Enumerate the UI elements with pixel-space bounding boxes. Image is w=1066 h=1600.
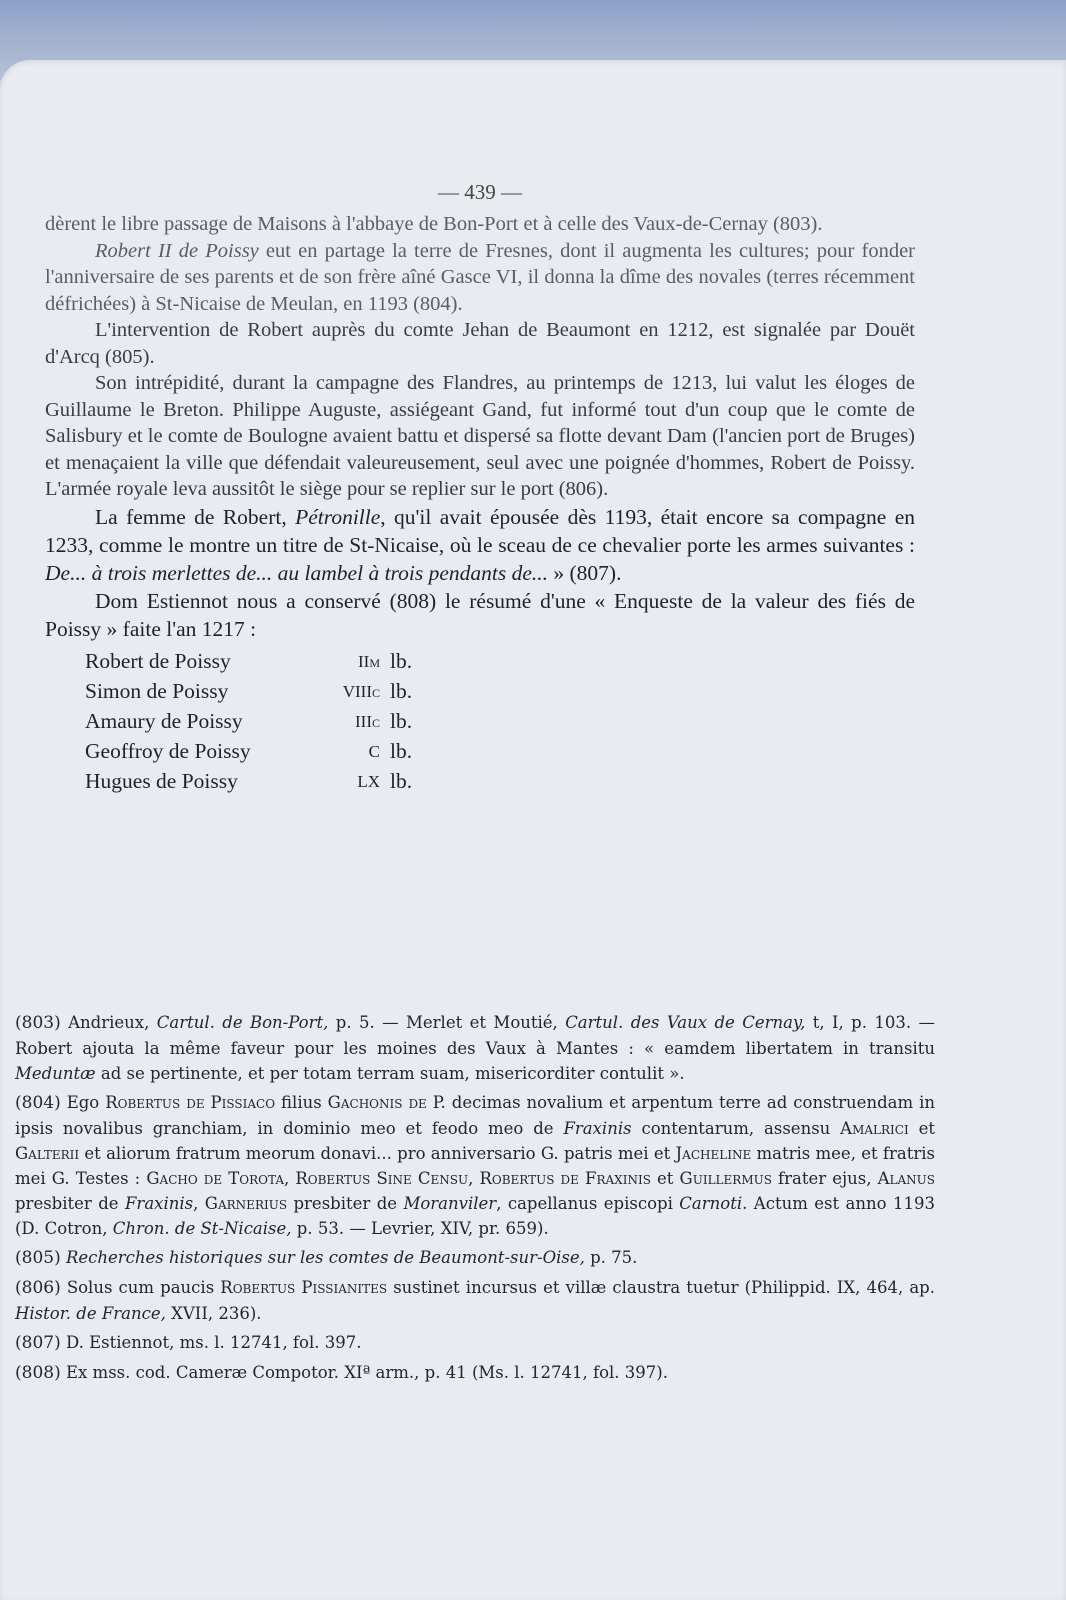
fief-holder: Geoffroy de Poissy: [85, 739, 251, 763]
footnote-804: (804) Ego Robertus de Pissiaco filius Gachonis de P. decimas novalium et arpentum terre ad construendam in ipsis novalibus granchiam, in dominio meo et feodo meo de Fraxinis contentarum, assensu Amalrici et Galterii et aliorum fratrum meorum donavi... pro anniversario G. patris mei et Jacheline matris mee, et fratris mei G. Testes : Gacho de Torota, Robertus Sine Censu, Robertus de Fraxinis et Guillermus frater ejus, Alanus presbiter de Fraxinis, Garnerius presbiter de Moranviler, capellanus episcopi Carnoti. Actum est anno 1193 (D. Cotron, Chron. de St-Nicaise, p. 53. — Levrier, XIV, pr. 659).: [15, 1093, 935, 1238]
footnote-803: (803) Andrieux, Cartul. de Bon-Port, p. 5. — Merlet et Moutié, Cartul. des Vaux de Cernay, t, I, p. 103. — Robert ajouta la même faveur pour les moines des Vaux à Mantes : « eamdem libertatem in transitu Meduntæ ad se pertinente, et per totam terram suam, misericorditer contulit ».: [15, 1013, 935, 1083]
page-body: [45, 180, 915, 797]
fief-holder: Hugues de Poissy: [85, 769, 238, 793]
fief-table: [85, 647, 430, 797]
table-row: [85, 737, 430, 767]
fief-holder: Amaury de Poissy: [85, 709, 243, 733]
table-row: [85, 647, 430, 677]
table-row: [85, 767, 430, 797]
coat-of-arms: De... à trois merlettes de... au lambel à trois pendants de...: [45, 560, 549, 585]
fief-unit: lb.: [390, 739, 413, 763]
fief-unit: lb.: [390, 709, 413, 733]
footnote-807: (807) D. Estiennot, ms. l. 12741, fol. 397.: [15, 1333, 362, 1353]
paragraph-4: Son intrépidité, durant la campagne des Flandres, au printemps de 1213, lui valut les éloges de Guillaume le Breton. Philippe Auguste, assiégeant Gand, fut informé tout d'un coup que le comte de Salisbury et le comte de Boulogne avaient battu et dispersé sa flotte devant Dam (l'ancien port de Bruges) et menaçaient la ville que défendait valeureusement, seul avec une poignée d'hommes, Robert de Poissy. L'armée royale leva aussitôt le siège pour se replier sur le port (806).: [45, 372, 915, 500]
fief-unit: lb.: [390, 769, 413, 793]
fief-unit: lb.: [390, 679, 413, 703]
fief-amount: VIIIc: [342, 681, 380, 701]
fief-amount: LX: [357, 771, 380, 791]
fief-holder: Robert de Poissy: [85, 649, 231, 673]
fief-amount: IIm: [358, 651, 380, 671]
table-row: [85, 707, 430, 737]
paragraph-2: Robert II de Poissy eut en partage la terre de Fresnes, dont il augmenta les cultures; pour fonder l'anniversaire de ses parents et de son frère aîné Gasce VI, il donna la dîme des novales (terres récemment défrichées) à St-Nicaise de Meulan, en 1193 (804).: [45, 239, 916, 315]
wife-name: Pétronille: [295, 504, 381, 529]
person-name: Robert II de Poissy: [95, 239, 259, 262]
paragraph-1: dèrent le libre passage de Maisons à l'abbaye de Bon-Port et à celle des Vaux-de-Cernay (803).: [45, 213, 823, 235]
fief-holder: Simon de Poissy: [85, 679, 229, 703]
paragraph-3: L'intervention de Robert auprès du comte Jehan de Beaumont en 1212, est signalée par Douët d'Arcq (805).: [45, 319, 915, 368]
fief-unit: lb.: [390, 649, 413, 673]
fief-amount: IIIc: [355, 711, 380, 731]
table-row: [85, 677, 430, 707]
footnotes: [15, 1010, 935, 1390]
footnote-805: (805) Recherches historiques sur les comtes de Beaumont-sur-Oise, p. 75.: [15, 1248, 638, 1268]
footnote-808: (808) Ex mss. cod. Cameræ Compotor. XIª arm., p. 41 (Ms. l. 12741, fol. 397).: [15, 1363, 668, 1383]
fief-amount: C: [368, 741, 380, 761]
page-number: — 439 —: [438, 180, 522, 204]
paragraph-6: Dom Estiennot nous a conservé (808) le résumé d'une « Enqueste de la valeur des fiés de Poissy » faite l'an 1217 :: [45, 588, 915, 641]
footnote-806: (806) Solus cum paucis Robertus Pissianites sustinet incursus et villæ claustra tuetur (Philippid. IX, 464, ap. Histor. de France, XVII, 236).: [15, 1278, 935, 1323]
paragraph-5: La femme de Robert, Pétronille, qu'il avait épousée dès 1193, était encore sa compagne en 1233, comme le montre un titre de St-Nicaise, où le sceau de ce chevalier porte les armes suivantes : De... à trois merlettes de... au lambel à trois pendants de... » (807).: [45, 504, 915, 585]
